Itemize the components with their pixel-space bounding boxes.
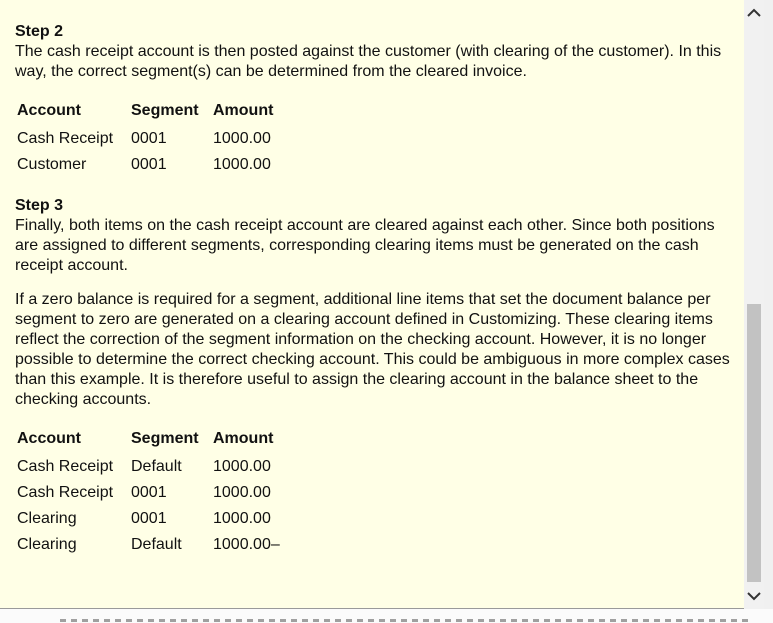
header-segment: Segment <box>131 430 199 447</box>
header-segment: Segment <box>131 102 199 119</box>
header-account: Account <box>17 430 81 447</box>
step2-text: The cash receipt account is then posted against the customer (with clearing of the customer). In this way, the correct segment(s) can be determined from the cleared invoice. <box>15 43 722 80</box>
cell-segment: Default <box>131 536 182 553</box>
table-row <box>17 532 282 558</box>
cell-amount: 1000.00– <box>213 536 280 553</box>
table-row <box>17 126 275 152</box>
chevron-down-icon <box>747 591 761 601</box>
table-row <box>17 506 282 532</box>
vertical-scrollbar[interactable] <box>744 0 764 609</box>
cell-amount: 1000.00 <box>213 458 271 475</box>
cell-account: Clearing <box>17 510 77 527</box>
cell-amount: 1000.00 <box>213 130 271 147</box>
cell-segment: 0001 <box>131 130 167 147</box>
scrollbar-thumb[interactable] <box>747 304 761 582</box>
scroll-up-button[interactable] <box>744 2 764 24</box>
background-window-edge <box>764 0 773 623</box>
table-row <box>17 454 282 480</box>
header-account: Account <box>17 102 81 119</box>
posting-table-2 <box>17 428 282 558</box>
step3-text: Finally, both items on the cash receipt account are cleared against each other. Since both positions are assigned to different segments, corresponding clearing items must be generated on the cash receipt account. <box>15 217 715 274</box>
table-row <box>17 152 275 178</box>
cell-amount: 1000.00 <box>213 484 271 501</box>
background-window-edge-bottom <box>0 609 773 623</box>
posting-table-1 <box>17 100 275 178</box>
header-amount: Amount <box>213 430 274 447</box>
step3-title: Step 3 <box>15 197 64 214</box>
cell-account: Cash Receipt <box>17 458 114 475</box>
scroll-down-button[interactable] <box>744 585 764 607</box>
cell-segment: 0001 <box>131 156 167 173</box>
table-header-row <box>17 428 282 454</box>
help-content <box>15 22 733 576</box>
cell-account: Cash Receipt <box>17 484 114 501</box>
cell-segment: 0001 <box>131 484 167 501</box>
cell-account: Cash Receipt <box>17 130 114 147</box>
cell-segment: 0001 <box>131 510 167 527</box>
step2-title: Step 2 <box>15 23 64 40</box>
table-header-row <box>17 100 275 126</box>
cell-amount: 1000.00 <box>213 156 271 173</box>
header-amount: Amount <box>213 102 274 119</box>
step3-text-2: If a zero balance is required for a segment, additional line items that set the document balance per segment to zero are generated on a clearing account defined in Customizing. These clearing items reflect the correction of the segment information on the checking account. However, it is no longer possible to determine the correct checking account. This could be ambiguous in more complex cases than this example. It is therefore useful to assign the clearing account in the balance sheet to the checking accounts. <box>15 291 730 408</box>
cell-segment: Default <box>131 458 182 475</box>
table-row <box>17 480 282 506</box>
cell-account: Clearing <box>17 536 77 553</box>
cell-account: Customer <box>17 156 87 173</box>
cell-amount: 1000.00 <box>213 510 271 527</box>
chevron-up-icon <box>747 8 761 18</box>
background-text-strip <box>60 619 750 622</box>
